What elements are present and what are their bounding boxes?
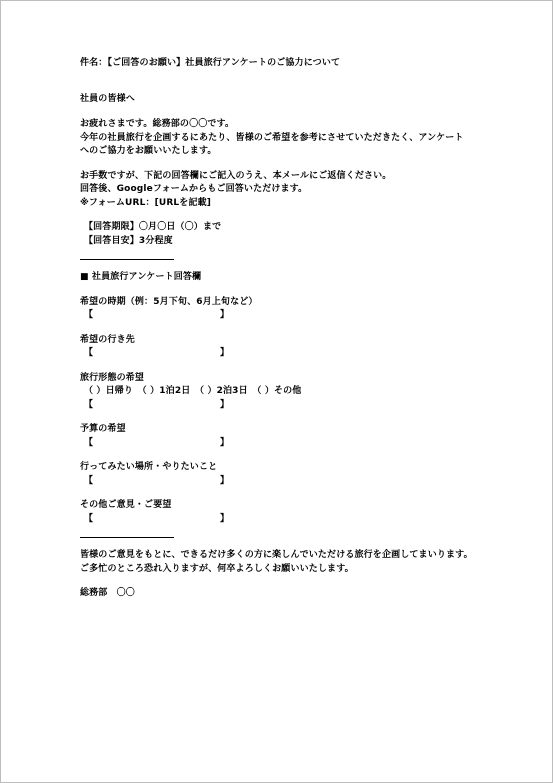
bracket-open: 【 <box>84 310 94 320</box>
trip-type-options[interactable]: （ ）日帰り （ ）1泊2日 （ ）2泊3日 （ ）その他 <box>84 386 302 396</box>
bracket-open: 【 <box>84 513 94 524</box>
bracket-close: 】 <box>220 475 230 486</box>
bracket-open: 【 <box>84 348 94 358</box>
bracket-open: 【 <box>84 437 94 448</box>
question-other: その他ご意見・ご要望 <box>80 500 172 510</box>
bracket-open: 【 <box>84 475 94 486</box>
question-period: 希望の時期（例：5月下旬、6月上旬など） <box>80 296 258 307</box>
answer-field-other[interactable] <box>80 513 500 527</box>
intro-line-2: 今年の社員旅行を企画するにあたり、皆様のご希望を参考にさせていただきたく、アンケート <box>80 132 464 143</box>
intro-line-3: へのご協力をお願いいたします。 <box>80 146 217 156</box>
section-title: ■ 社員旅行アンケート回答欄 <box>80 272 202 282</box>
answer-field-activities[interactable] <box>80 475 500 489</box>
closing-line-2: ご多忙のところ恐れ入りますが、何卒よろしくお願いいたします。 <box>80 563 354 574</box>
answer-field-period[interactable] <box>80 309 500 323</box>
request-line-2: 回答後、Googleフォームからもご回答いただけます。 <box>80 184 308 194</box>
bracket-close: 】 <box>220 348 230 358</box>
bracket-close: 】 <box>220 310 230 320</box>
intro-line-1: お疲れさまです。総務部の〇〇です。 <box>80 119 235 129</box>
question-budget: 予算の希望 <box>80 424 126 434</box>
deadline-line: 【回答期限】〇月〇日（〇）まで <box>84 222 222 232</box>
bracket-open: 【 <box>84 399 94 410</box>
email-body <box>80 57 500 601</box>
form-url-line: ※フォームURL：[URLを記載] <box>80 197 212 208</box>
question-destination: 希望の行き先 <box>80 334 135 345</box>
bracket-close: 】 <box>220 513 230 524</box>
subject-line: 件名：【ご回答のお願い】社員旅行アンケートのご協力について <box>80 58 341 68</box>
answer-field-destination[interactable] <box>80 347 500 361</box>
greeting: 社員の皆様へ <box>80 93 135 104</box>
bracket-close: 】 <box>220 399 230 410</box>
bracket-close: 】 <box>220 437 230 448</box>
duration-line: 【回答目安】3分程度 <box>84 235 173 246</box>
request-line-1: お手数ですが、下記の回答欄にご記入のうえ、本メールにご返信ください。 <box>80 170 392 181</box>
answer-field-budget[interactable] <box>80 437 500 451</box>
closing-line-1: 皆様のご意見をもとに、できるだけ多くの方に楽しんでいただける旅行を企画してまいります。 <box>80 550 473 560</box>
question-trip-type: 旅行形態の希望 <box>80 372 145 383</box>
answer-field-trip-type[interactable] <box>80 399 500 413</box>
signature: 総務部 〇〇 <box>80 588 135 598</box>
question-activities: 行ってみたい場所・やりたいこと <box>80 462 218 472</box>
